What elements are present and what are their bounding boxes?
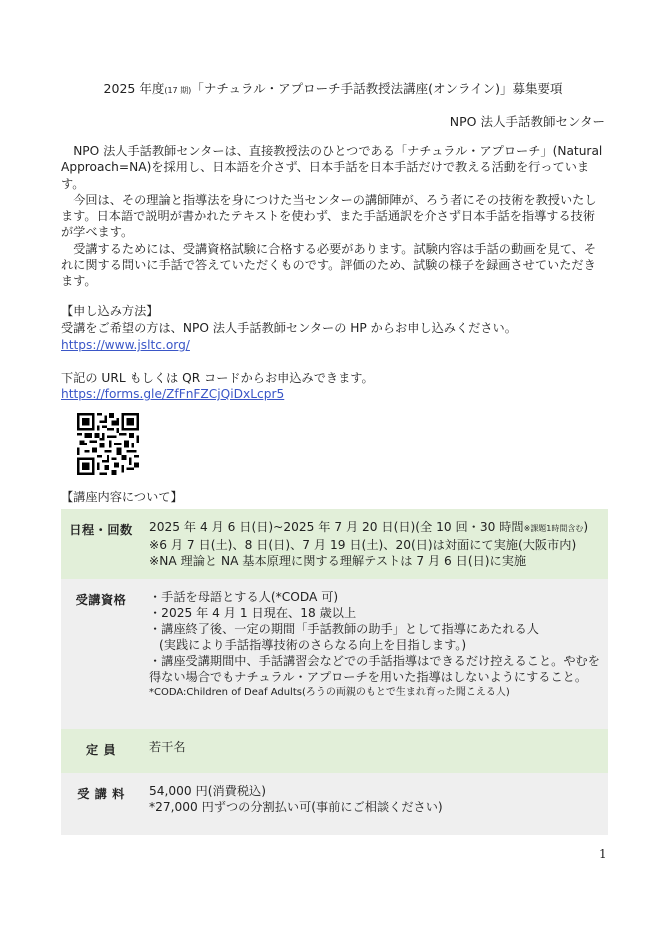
eligibility-cell: [141, 579, 608, 729]
hp-link[interactable]: https://www.jsltc.org/: [61, 338, 190, 352]
schedule-cell: [141, 509, 608, 579]
application-heading: 【申し込み方法】: [61, 304, 159, 318]
course-table: [61, 509, 608, 835]
title-main: 「ナチュラル・アプローチ手話教授法講座(オンライン)」募集要項: [191, 81, 563, 96]
schedule-line-3: ※NA 理論と NA 基本原理に関する理解テストは 7 月 6 日(日)に実施: [149, 554, 527, 568]
eligibility-item: ・講座受講期間中、手話講習会などでの手話指導はできるだけ控えること。やむを得ない場合でもナチュラル・アプローチを用いた指導はしないようにすること。: [149, 654, 600, 684]
title-term: (17 期): [164, 86, 192, 95]
schedule-label: 日程・回数: [69, 523, 133, 537]
eligibility-item: ・2025 年 4 月 1 日現在、18 歳以上: [149, 606, 357, 620]
form-link[interactable]: https://forms.gle/ZfFnFZCjQiDxLcpr5: [61, 387, 285, 401]
eligibility-label: 受講資格: [75, 593, 127, 607]
fee-note: *27,000 円ずつの分割払い可(事前にご相談ください): [149, 800, 443, 814]
intro-paragraph-1: NPO 法人手話教師センターは、直接教授法のひとつである「ナチュラル・アプローチ」(Natural Approach=NA)を採用し、日本語を介さず、日本手話を日本手話だけで教える活動を行っています。: [61, 144, 603, 191]
title-year: 2025 年度: [103, 81, 165, 96]
eligibility-row: [61, 579, 608, 729]
qr-code[interactable]: [77, 413, 139, 475]
fee-value: 54,000 円(消費税込): [149, 784, 266, 798]
capacity-label: 定 員: [85, 743, 117, 757]
intro-paragraph-2: 今回は、その理論と指導法を身につけた当センターの講師陣が、ろう者にその技術を教授いたします。日本語で説明が書かれたテキストを使わず、また手話通訳を介さず日本手話を指導する技術が学べます。: [61, 192, 597, 240]
eligibility-item: (実践により手話指導技術のさらなる向上を目指します。): [159, 638, 467, 652]
page-number: 1: [599, 847, 607, 861]
page-title: [0, 79, 666, 97]
fee-label: 受 講 料: [77, 787, 125, 801]
url-instruction: 下記の URL もしくは QR コードからお申込みできます。: [61, 371, 374, 385]
eligibility-item: ・手話を母語とする人(*CODA 可): [149, 590, 339, 604]
intro-section: [61, 143, 607, 290]
schedule-note: ※課題1時間含む: [523, 524, 584, 533]
coda-footnote: *CODA:Children of Deaf Adults(ろうの両親のもとで生まれ育った聞こえる人): [149, 687, 510, 698]
course-heading: 【講座内容について】: [61, 490, 183, 504]
eligibility-item: ・講座終了後、一定の期間「手話教師の助手」として指導にあたれる人: [149, 622, 539, 636]
schedule-line-2: ※6 月 7 日(土)、8 日(日)、7 月 19 日(土)、20(日)は対面にて実施(大阪市内): [149, 538, 577, 552]
fee-cell: [141, 773, 608, 835]
capacity-value: 若干名: [149, 740, 186, 754]
schedule-line-1: 2025 年 4 月 6 日(日)~2025 年 7 月 20 日(日)(全 10 回・30 時間※課題1時間含む): [149, 520, 589, 534]
fee-row: [61, 773, 608, 835]
capacity-row: [61, 729, 608, 773]
intro-paragraph-3: 受講するためには、受講資格試験に合格する必要があります。試験内容は手話の動画を見て、それに関する問いに手話で答えていただくものです。評価のため、試験の様子を録画させていただきます。: [61, 241, 597, 289]
schedule-row: [61, 509, 608, 579]
application-text: 受講をご希望の方は、NPO 法人手話教師センターの HP からお申し込みください。: [61, 321, 517, 335]
organization-name: NPO 法人手話教師センター: [449, 114, 605, 129]
